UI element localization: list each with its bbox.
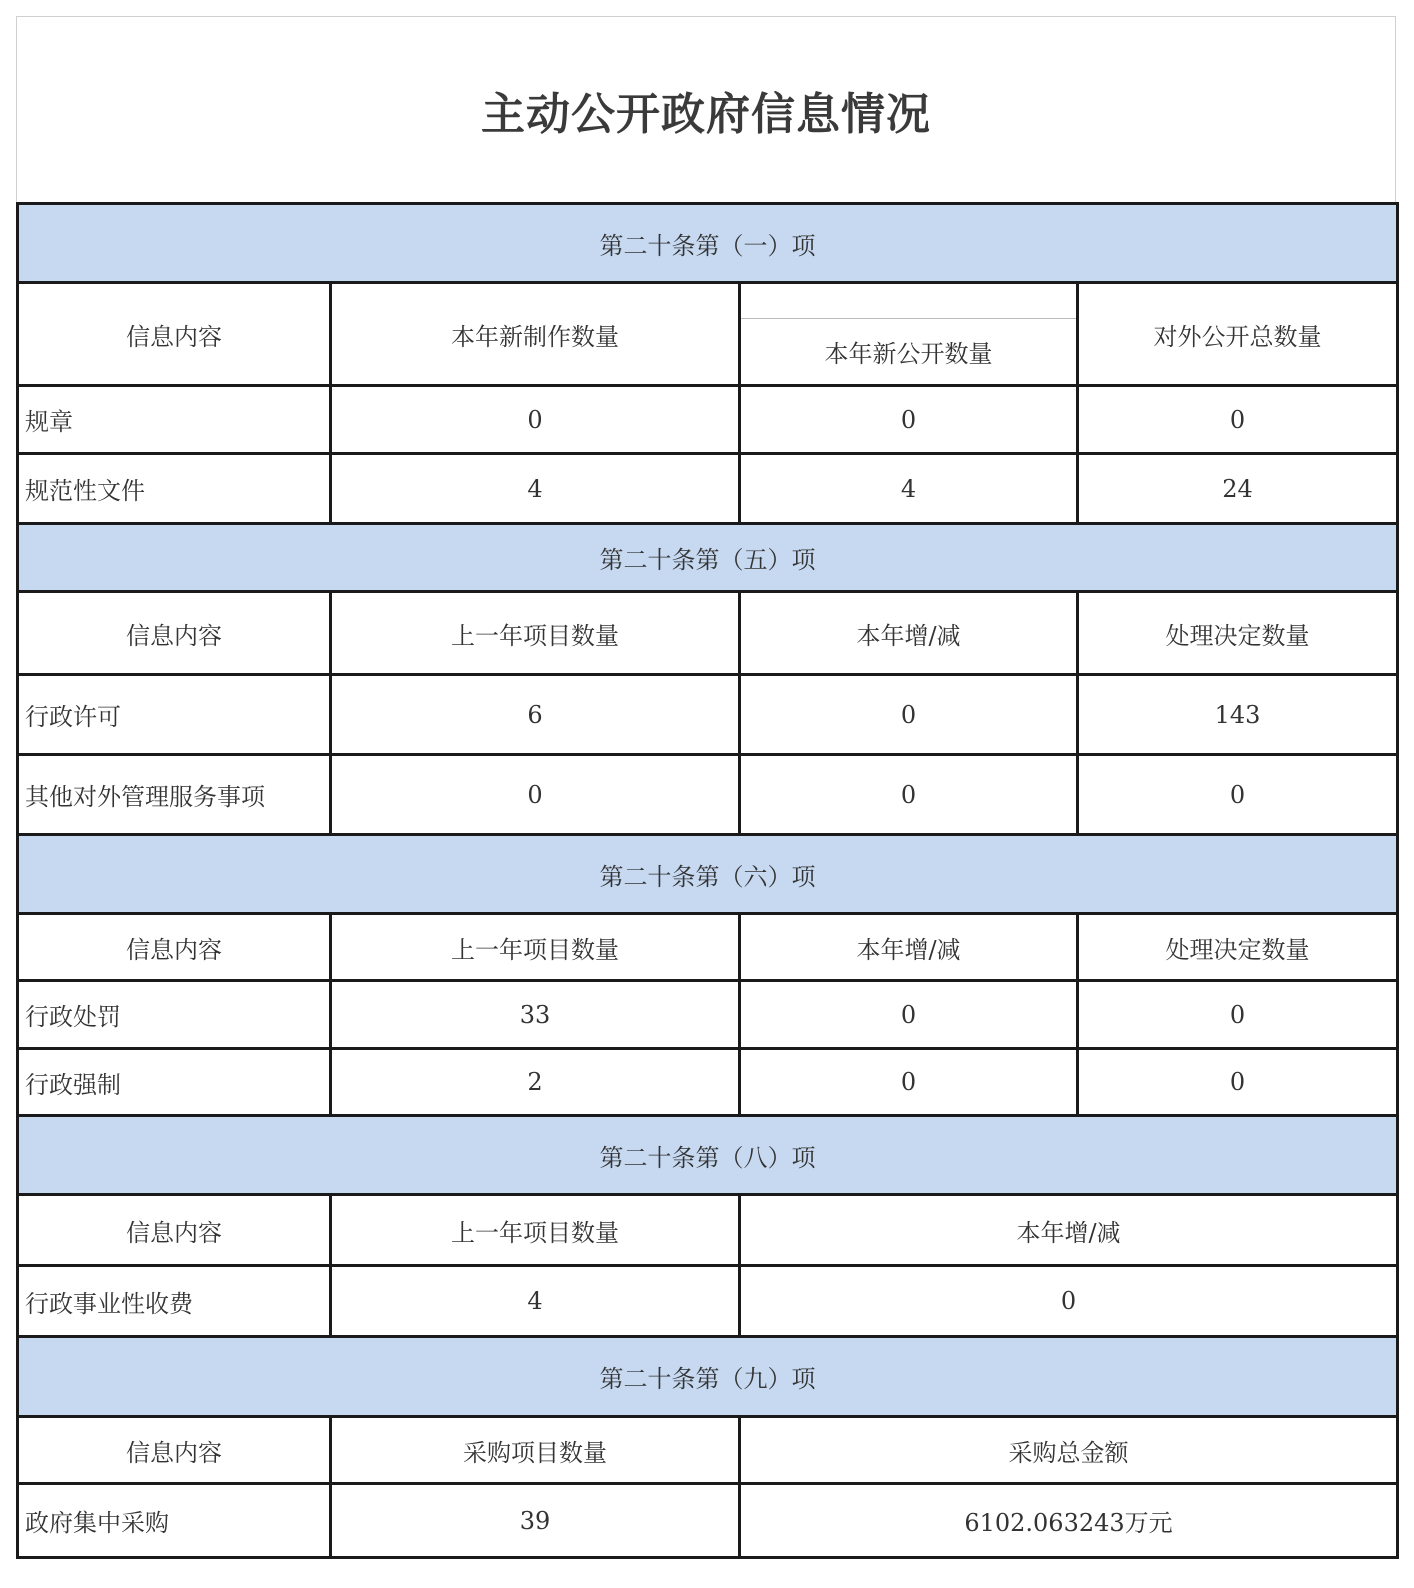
- table-row: [18, 1266, 1398, 1337]
- table-row: [18, 1484, 1398, 1558]
- cell-value: 4: [740, 454, 1078, 524]
- row-label: 行政事业性收费: [18, 1266, 331, 1337]
- cell-value: 0: [331, 755, 740, 835]
- disclosure-sheet: [16, 16, 1396, 1559]
- header-cell: 处理决定数量: [1078, 914, 1398, 981]
- header-cell: 本年增/减: [740, 914, 1078, 981]
- row-label: 行政强制: [18, 1049, 331, 1116]
- header-cell: 上一年项目数量: [331, 914, 740, 981]
- section-heading: 第二十条第（五）项: [18, 524, 1398, 592]
- title-box: [16, 16, 1396, 202]
- cell-value: 0: [740, 675, 1078, 755]
- header-cell: 本年增/减: [740, 1195, 1398, 1266]
- section-heading: 第二十条第（六）项: [18, 835, 1398, 914]
- page-title: 主动公开政府信息情况: [481, 88, 931, 140]
- cell-value: 0: [331, 386, 740, 454]
- cell-value: 0: [1078, 755, 1398, 835]
- header-row: [18, 592, 1398, 675]
- row-label: 规范性文件: [18, 454, 331, 524]
- header-row: [18, 283, 1398, 386]
- cell-value: 0: [740, 1266, 1398, 1337]
- header-cell-split: [740, 283, 1078, 386]
- row-label: 政府集中采购: [18, 1484, 331, 1558]
- section-heading-row: [18, 1116, 1398, 1195]
- cell-value: 24: [1078, 454, 1398, 524]
- cell-value: 0: [740, 755, 1078, 835]
- header-cell: 上一年项目数量: [331, 592, 740, 675]
- section-heading: 第二十条第（一）项: [18, 204, 1398, 283]
- table-row: [18, 454, 1398, 524]
- section-heading-row: [18, 524, 1398, 592]
- header-cell: 信息内容: [18, 592, 331, 675]
- section-heading-row: [18, 1337, 1398, 1417]
- table-row: [18, 1049, 1398, 1116]
- cell-value: 33: [331, 981, 740, 1049]
- cell-value: 6: [331, 675, 740, 755]
- cell-value: 0: [1078, 386, 1398, 454]
- table-row: [18, 386, 1398, 454]
- cell-value: 4: [331, 454, 740, 524]
- cell-value: 4: [331, 1266, 740, 1337]
- cell-value: 0: [740, 981, 1078, 1049]
- row-label: 规章: [18, 386, 331, 454]
- header-cell: 本年增/减: [740, 592, 1078, 675]
- header-cell: 本年新制作数量: [331, 283, 740, 386]
- table-row: [18, 755, 1398, 835]
- table-row: [18, 675, 1398, 755]
- row-label: 其他对外管理服务事项: [18, 755, 331, 835]
- header-cell-text: 本年新公开数量: [824, 340, 993, 368]
- row-label: 行政处罚: [18, 981, 331, 1049]
- cell-value: 0: [1078, 1049, 1398, 1116]
- row-label: 行政许可: [18, 675, 331, 755]
- section-heading-row: [18, 204, 1398, 283]
- cell-value: 0: [740, 1049, 1078, 1116]
- header-cell: 上一年项目数量: [331, 1195, 740, 1266]
- header-cell: 信息内容: [18, 1417, 331, 1484]
- header-cell: 信息内容: [18, 1195, 331, 1266]
- cell-value: 6102.063243万元: [740, 1484, 1398, 1558]
- cell-value: 0: [1078, 981, 1398, 1049]
- section-heading: 第二十条第（九）项: [18, 1337, 1398, 1417]
- header-cell: 处理决定数量: [1078, 592, 1398, 675]
- cell-value: 0: [740, 386, 1078, 454]
- header-cell: 对外公开总数量: [1078, 283, 1398, 386]
- section-heading: 第二十条第（八）项: [18, 1116, 1398, 1195]
- cell-value: 39: [331, 1484, 740, 1558]
- table-row: [18, 981, 1398, 1049]
- header-cell: 采购总金额: [740, 1417, 1398, 1484]
- header-cell: 信息内容: [18, 914, 331, 981]
- header-cell: 信息内容: [18, 283, 331, 386]
- cell-value: 143: [1078, 675, 1398, 755]
- header-row: [18, 914, 1398, 981]
- header-row: [18, 1195, 1398, 1266]
- header-cell: 采购项目数量: [331, 1417, 740, 1484]
- cell-value: 2: [331, 1049, 740, 1116]
- disclosure-table: [16, 202, 1399, 1559]
- header-row: [18, 1417, 1398, 1484]
- section-heading-row: [18, 835, 1398, 914]
